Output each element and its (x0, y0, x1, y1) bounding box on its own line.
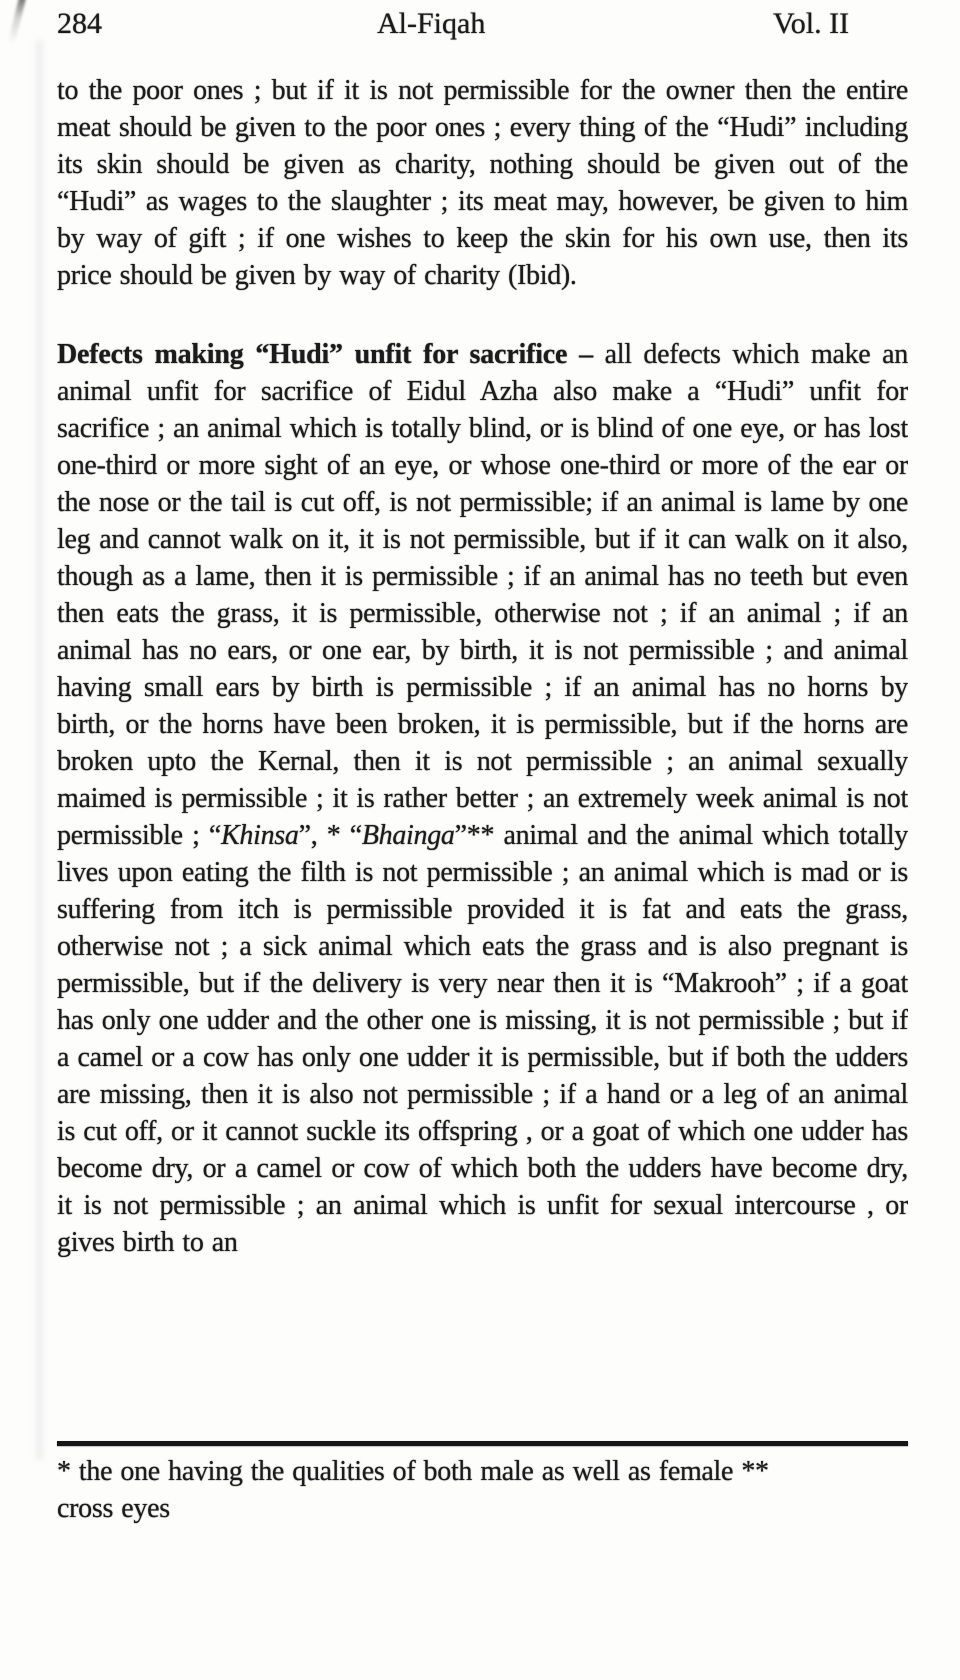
paragraph-defects-seg3: ”** animal and the animal which totally lives upon eating the filth is not permissible ; an animal which is mad or is suffering from itch is permissible provided it is fat and eats the grass, otherwise not ; a sick animal which eats the grass and is also pregnant is permissible, but if the delivery is very near then it is “Makrooh” ; if a goat has only one udder and the other one is missing, it is not permissible ; but if a camel or a cow has only one udder it is permissible, but if both the udders are missing, then it is also not permissible ; if a hand or a leg of an animal is cut off, or it cannot suckle its offspring , or a goat of which one udder has become dry, or a camel or cow of which both the udders have become dry, it is not permissible ; an animal which is unfit for sexual intercourse , or gives birth to an (57, 820, 908, 1258)
page-number: 284 (57, 7, 102, 40)
paragraph-charity-rules: to the poor ones ; but if it is not permissible for the owner then the entire meat should be given to the poor ones ; every thing of the “Hudi” including its skin should be given as charity, nothing should be given out of the “Hudi” as wages to the slaughter ; its meat may, however, be given to him by way of gift ; if one wishes to keep the skin for his own use, then its price should be given by way of charity (Ibid). (57, 75, 908, 291)
corner-smudge-artifact (8, 0, 27, 44)
scan-shading-artifact (36, 40, 43, 1460)
page-header (57, 6, 907, 46)
page-body (57, 72, 908, 1261)
footnote-section (57, 1441, 908, 1527)
footnote-line-1: * the one having the qualities of both male as well as female ** (57, 1456, 769, 1487)
book-title: Al-Fiqah (377, 7, 486, 40)
term-khinsa: Khinsa (221, 820, 299, 851)
paragraph-defects (57, 336, 908, 1261)
volume-label: Vol. II (773, 7, 850, 40)
section-heading-defects: Defects making “Hudi” unfit for sacrifice – (57, 339, 593, 370)
footnote-line-2: cross eyes (57, 1493, 170, 1524)
paragraph-defects-seg2: ”, * “ (298, 820, 362, 851)
footnote-divider (57, 1441, 908, 1446)
paragraph-defects-seg1: all defects which make an animal unfit for sacrifice of Eidul Azha also make a “Hudi” unfit for sacrifice ; an animal which is totally blind, or is blind of one eye, or has lost one-third or more sight of an eye, or whose one-third or more of the ear or the nose or the tail is cut off, is not permissible; if an animal is lame by one leg and cannot walk on it, it is not permissible, but if it can walk on it also, though as a lame, then it is permissible ; if an animal has no teeth but even then eats the grass, it is permissible, otherwise not ; if an animal ; if an animal has no ears, or one ear, by birth, it is not permissible ; and animal having small ears by birth is permissible ; if an animal has no horns by birth, or the horns have been broken, it is permissible, but if the horns are broken upto the Kernal, then it is not permissible ; an animal sexually maimed is permissible ; it is rather better ; an extremely week animal is not permissible ; “ (57, 339, 908, 851)
term-bhainga: Bhainga (361, 820, 455, 851)
